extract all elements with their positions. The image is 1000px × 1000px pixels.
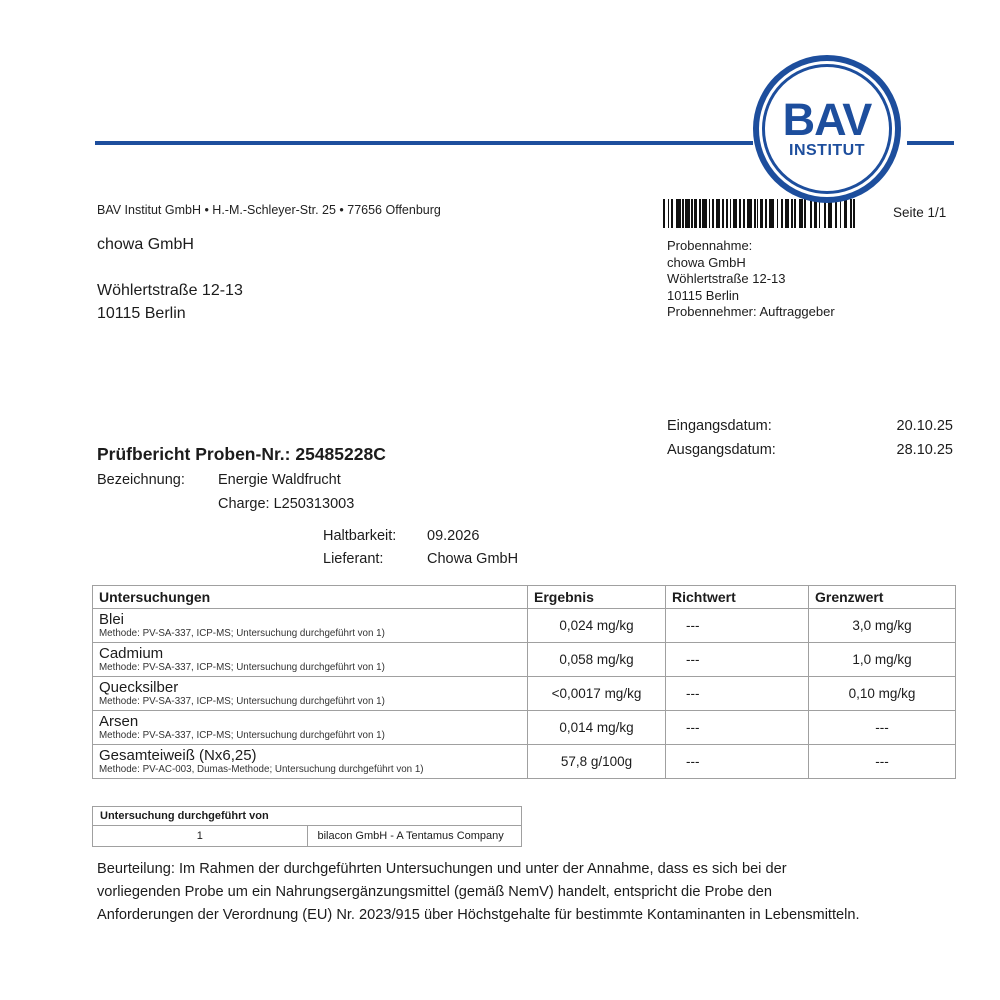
assessment-line-2: vorliegenden Probe um ein Nahrungsergänzungsmittel (gemäß NemV) handelt, entspricht die Probe den <box>97 884 772 900</box>
result-value: <0,0017 mg/kg <box>528 677 666 711</box>
logo-text-bav: BAV <box>782 94 872 145</box>
guide-value: --- <box>666 609 809 643</box>
sampling-name: chowa GmbH <box>667 254 746 270</box>
dates-block <box>667 414 953 462</box>
date-issued-label: Ausgangsdatum: <box>667 442 776 458</box>
result-value: 0,014 mg/kg <box>528 711 666 745</box>
table-row <box>93 711 956 745</box>
lab-index: 1 <box>93 826 308 847</box>
sampling-street: Wöhlertstraße 12-13 <box>667 271 786 286</box>
bav-logo <box>753 55 901 203</box>
report-title: Prüfbericht Proben-Nr.: 25485228C <box>97 444 386 464</box>
limit-value: 1,0 mg/kg <box>809 643 956 677</box>
recipient-street: Wöhlertstraße 12-13 <box>97 282 243 299</box>
date-received-label: Eingangsdatum: <box>667 418 772 434</box>
sampling-sampler: Probennehmer: Auftraggeber <box>667 304 835 319</box>
substance-method: Methode: PV-SA-337, ICP-MS; Untersuchung durchgeführt von 1) <box>99 628 385 639</box>
substance-name: Quecksilber <box>99 679 179 696</box>
shelf-life-label: Haltbarkeit: <box>323 528 397 544</box>
guide-value: --- <box>666 677 809 711</box>
sampling-block <box>667 238 835 321</box>
designation-label: Bezeichnung: <box>97 472 185 488</box>
date-issued-row <box>667 438 953 462</box>
limit-value: 3,0 mg/kg <box>809 609 956 643</box>
substance-name: Blei <box>99 611 125 628</box>
header-untersuchungen: Untersuchungen <box>93 586 528 609</box>
header-ergebnis: Ergebnis <box>528 586 666 609</box>
date-received-row <box>667 414 953 438</box>
table-row <box>93 745 956 779</box>
lab-row <box>93 826 522 847</box>
lab-table <box>92 806 522 847</box>
guide-value: --- <box>666 711 809 745</box>
date-received-value: 20.10.25 <box>896 418 953 434</box>
lab-header-row <box>93 807 522 826</box>
result-value: 57,8 g/100g <box>528 745 666 779</box>
limit-value: 0,10 mg/kg <box>809 677 956 711</box>
substance-method: Methode: PV-SA-337, ICP-MS; Untersuchung durchgeführt von 1) <box>99 730 385 741</box>
recipient-city: 10115 Berlin <box>97 305 186 322</box>
sampling-city: 10115 Berlin <box>667 287 740 303</box>
assessment-line-3: Anforderungen der Verordnung (EU) Nr. 2023/915 über Höchstgehalte für bestimmte Kontaminanten in Lebensmitteln. <box>97 907 860 923</box>
header-rule-right <box>907 141 954 145</box>
supplier-label: Lieferant: <box>323 551 384 567</box>
supplier-value: Chowa GmbH <box>427 551 519 567</box>
results-header-row <box>93 586 956 609</box>
result-value: 0,024 mg/kg <box>528 609 666 643</box>
substance-method: Methode: PV-SA-337, ICP-MS; Untersuchung durchgeführt von 1) <box>99 662 385 673</box>
header-richtwert: Richtwert <box>666 586 809 609</box>
recipient-name: chowa GmbH <box>97 236 194 253</box>
limit-value: --- <box>809 745 956 779</box>
sampling-title: Probennahme: <box>667 238 753 253</box>
substance-name: Gesamteiweiß (Nx6,25) <box>99 747 257 764</box>
shelf-life-value: 09.2026 <box>427 528 480 544</box>
header-grenzwert: Grenzwert <box>809 586 956 609</box>
sender-line: BAV Institut GmbH • H.-M.-Schleyer-Str. 25 • 77656 Offenburg <box>97 203 441 217</box>
date-issued-value: 28.10.25 <box>896 442 953 458</box>
results-table <box>92 585 956 779</box>
table-row <box>93 609 956 643</box>
bav-logo-inner-ring <box>762 64 892 194</box>
barcode-icon <box>663 199 855 228</box>
lab-table-header: Untersuchung durchgeführt von <box>93 807 522 826</box>
limit-value: --- <box>809 711 956 745</box>
substance-name: Cadmium <box>99 645 164 662</box>
charge-value: Charge: L250313003 <box>218 496 355 512</box>
substance-method: Methode: PV-AC-003, Dumas-Methode; Untersuchung durchgeführt von 1) <box>99 764 424 775</box>
substance-name: Arsen <box>99 713 139 730</box>
logo-text-institut: INSTITUT <box>789 142 865 159</box>
page-indicator: Seite 1/1 <box>893 205 947 220</box>
assessment-text <box>97 858 987 927</box>
lab-name: bilacon GmbH - A Tentamus Company <box>307 826 522 847</box>
guide-value: --- <box>666 643 809 677</box>
guide-value: --- <box>666 745 809 779</box>
table-row <box>93 643 956 677</box>
recipient-address <box>97 279 243 325</box>
table-row <box>93 677 956 711</box>
designation-value: Energie Waldfrucht <box>218 472 341 488</box>
assessment-line-1: Beurteilung: Im Rahmen der durchgeführten Untersuchungen und unter der Annahme, dass es sich bei der <box>97 861 787 877</box>
header-rule-left <box>95 141 753 145</box>
substance-method: Methode: PV-SA-337, ICP-MS; Untersuchung durchgeführt von 1) <box>99 696 385 707</box>
result-value: 0,058 mg/kg <box>528 643 666 677</box>
